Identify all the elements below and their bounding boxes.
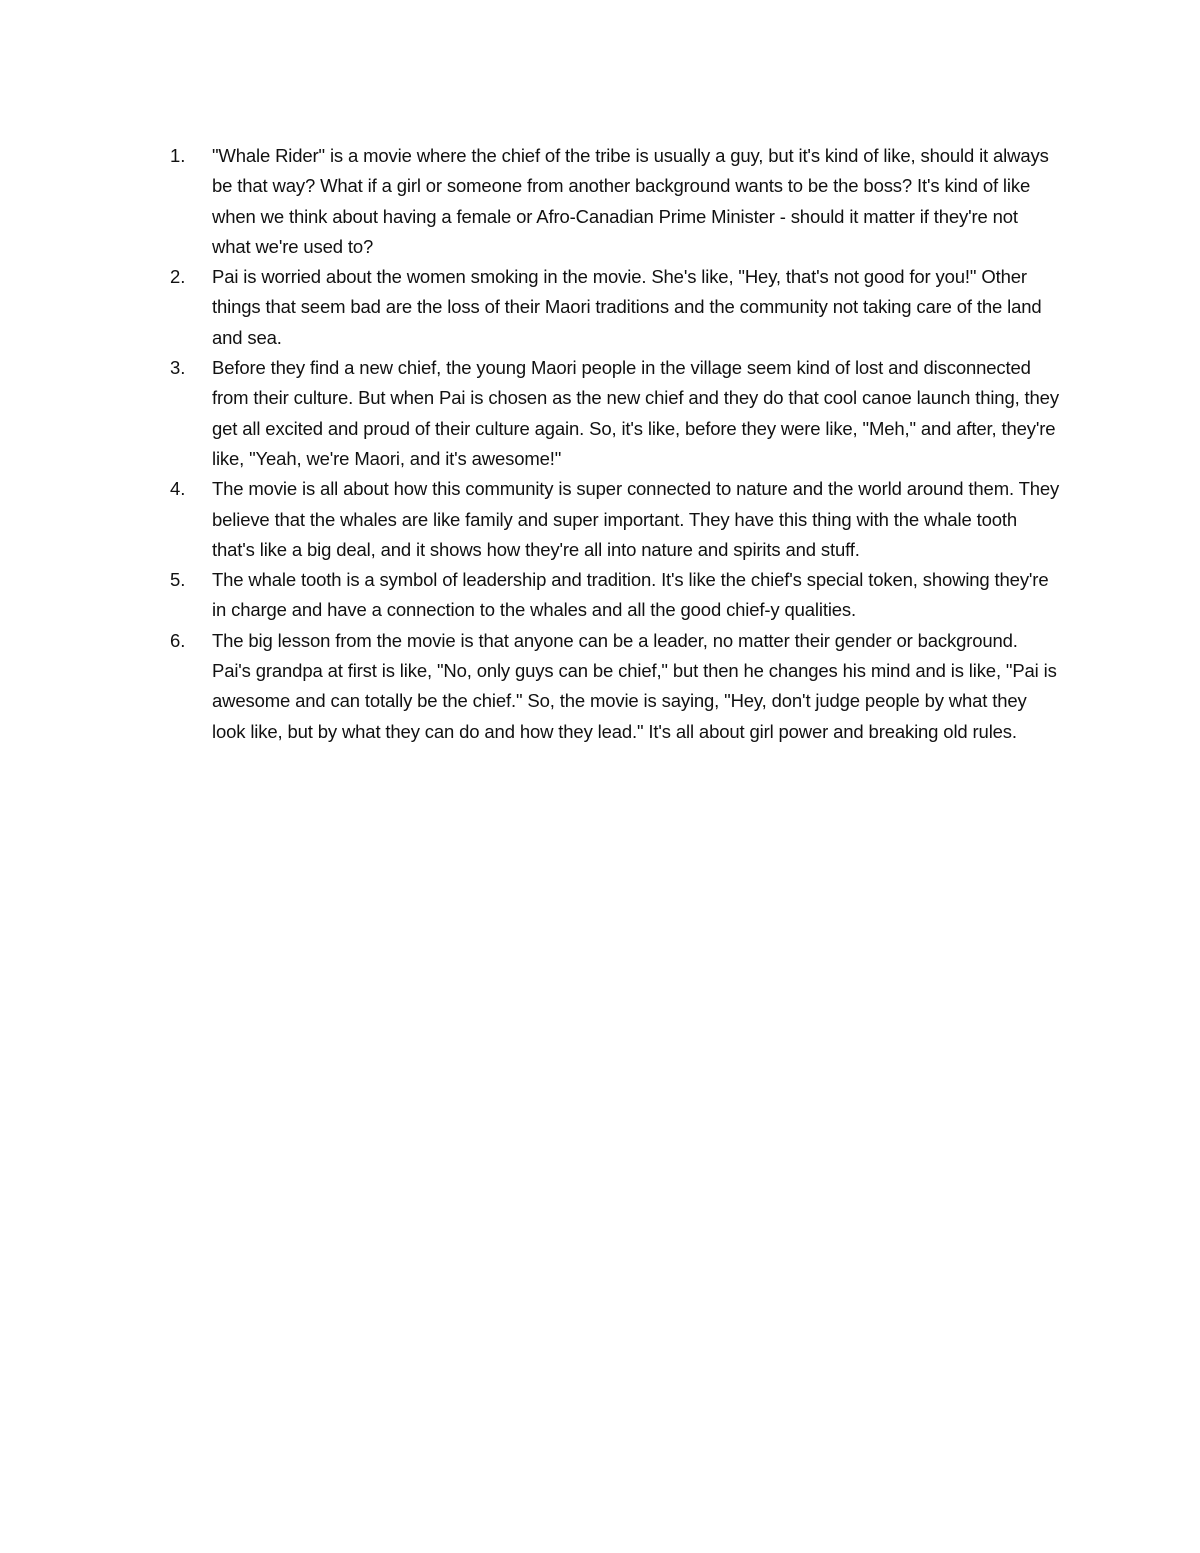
item-number: 4. bbox=[170, 478, 186, 500]
item-text: Before they find a new chief, the young Maori people in the village seem kind of lost and disconnected from their culture. But when Pai is chosen as the new chief and they do that cool canoe launch thing, they get all excited and proud of their culture again. So, it's like, before they were like, "Meh," and after, they're like, "Yeah, we're Maori, and it's awesome!" bbox=[212, 357, 1059, 469]
item-number: 5. bbox=[170, 569, 186, 591]
item-text: The movie is all about how this community is super connected to nature and the world around them. They believe that the whales are like family and super important. They have this thing with the whale tooth that's like a big deal, and it shows how they're all into nature and spirits and stuff. bbox=[212, 478, 1060, 560]
list-item-5 bbox=[170, 565, 1060, 626]
list-item-6 bbox=[170, 626, 1060, 747]
item-number: 2. bbox=[170, 266, 186, 288]
item-number: 3. bbox=[170, 357, 186, 379]
item-text: Pai is worried about the women smoking in the movie. She's like, "Hey, that's not good for you!" Other things that seem bad are the loss of their Maori traditions and the community not taking care of the land and sea. bbox=[212, 266, 1042, 348]
list-item-1 bbox=[170, 141, 1060, 262]
list-item-3 bbox=[170, 353, 1060, 474]
item-number: 6. bbox=[170, 629, 186, 651]
item-number: 1. bbox=[170, 145, 186, 166]
list-item-4 bbox=[170, 474, 1060, 565]
item-text: "Whale Rider" is a movie where the chief of the tribe is usually a guy, but it's kind of like, should it always be that way? What if a girl or someone from another background wants to be the boss? It's kind of like when we think about having a female or Afro-Canadian Prime Minister - should it matter if they're not what we're used to? bbox=[212, 145, 1049, 257]
item-text: The big lesson from the movie is that anyone can be a leader, no matter their gender or background. Pai's grandpa at first is like, "No, only guys can be chief," but then he changes his mind and is like, "Pai is awesome and can totally be the chief." So, the movie is saying, "Hey, don't judge people by what they look like, but by what they can do and how they lead." It's all about girl power and breaking old rules. bbox=[212, 629, 1057, 742]
item-text: The whale tooth is a symbol of leadership and tradition. It's like the chief's special token, showing they're in charge and have a connection to the whales and all the good chief-y qualities. bbox=[212, 569, 1049, 621]
numbered-answer-list bbox=[170, 141, 1060, 747]
list-item-2 bbox=[170, 262, 1060, 353]
